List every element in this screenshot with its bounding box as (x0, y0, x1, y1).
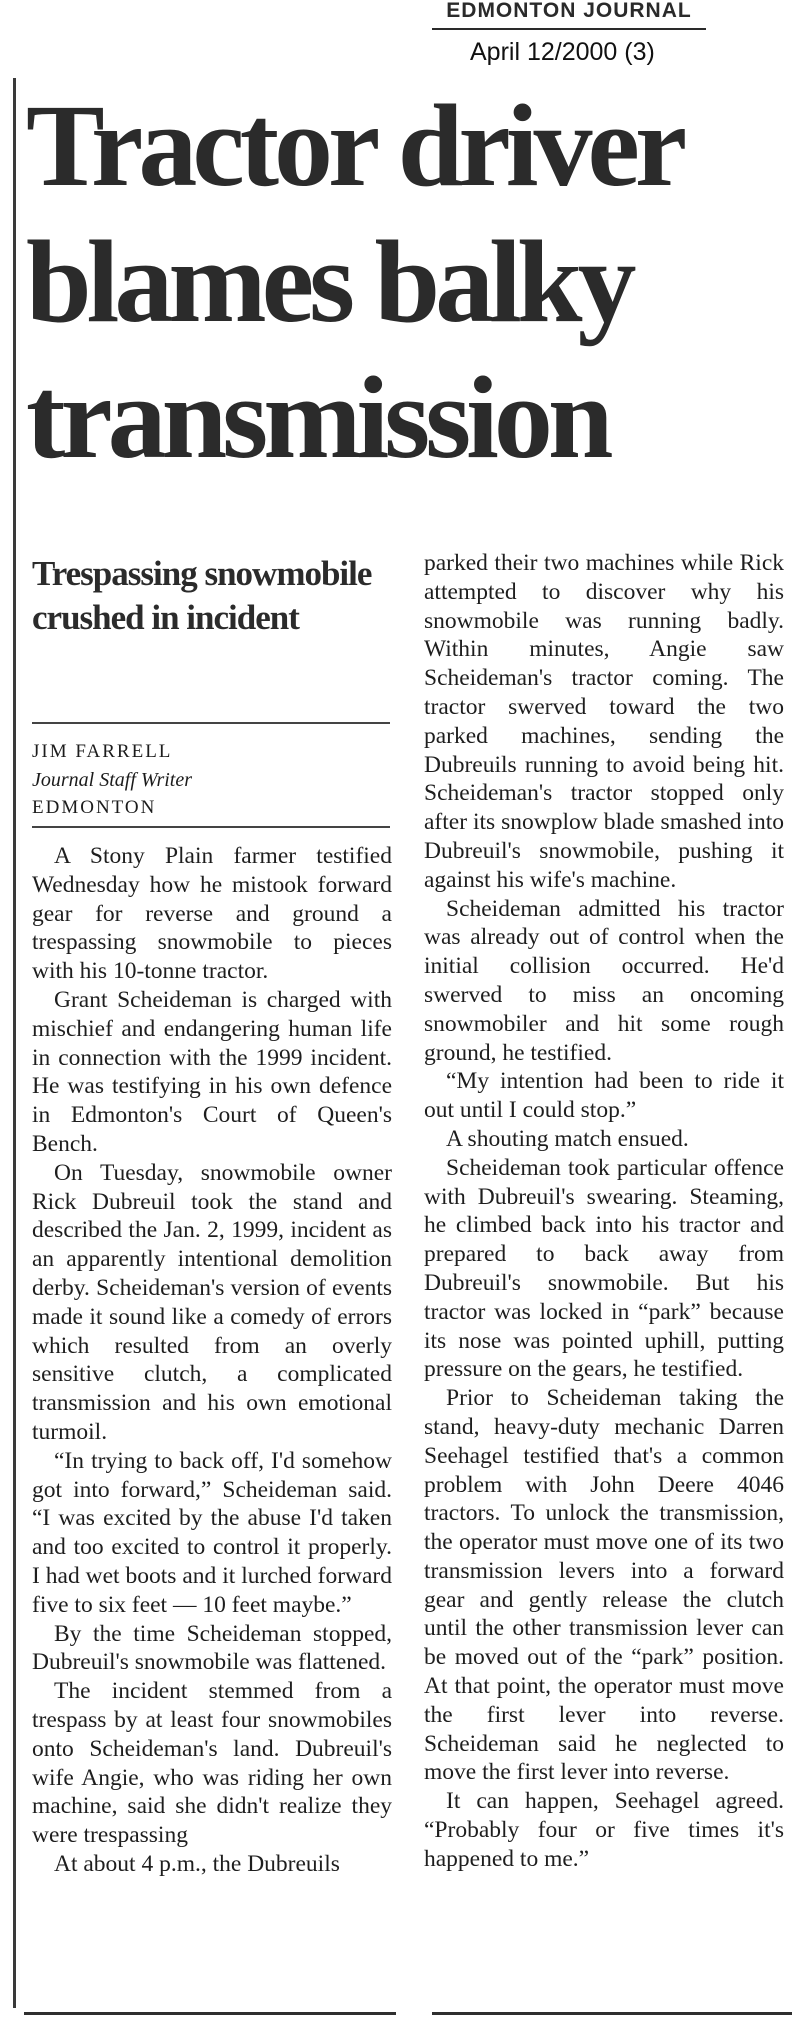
bottom-rule-right (432, 2012, 792, 2015)
paragraph: parked their two machines while Rick attempted to discover why his snowmobile was running badly. Within minutes, Angie saw Scheideman's tractor coming. The tractor swerved toward the two parked machines, sending the Dubreuils running to avoid being hit. Scheideman's tractor stopped only after its snowplow blade smashed into Dubreuil's snowmobile, pushing it against his wife's machine. (424, 550, 784, 893)
article-column-1 (32, 842, 392, 1879)
paragraph: It can happen, Seehagel agreed. “Probably four or five times it's happened to me.” (424, 1788, 784, 1872)
article-column-2 (424, 549, 784, 1874)
byline-location: EDMONTON (32, 797, 157, 818)
masthead: EDMONTON JOURNAL (432, 0, 706, 30)
date-annotation: April 12/2000 (3) (470, 38, 655, 66)
headline: Tractor driver blames balky transmission (26, 80, 681, 483)
paragraph: A shouting match ensued. (446, 1125, 689, 1152)
paragraph: Scheideman admitted his tractor was already out of control when the initial collision occurred. He'd swerved to miss an oncoming snowmobiler and hit some rough ground, he testified. (424, 895, 784, 1066)
bottom-rule-left (24, 2012, 396, 2015)
paragraph: “My intention had been to ride it out until I could stop.” (424, 1068, 784, 1124)
byline (32, 738, 392, 822)
paragraph: By the time Scheideman stopped, Dubreuil's snowmobile was flattened. (32, 1620, 392, 1676)
byline-top-rule (32, 722, 390, 724)
paragraph: The incident stemmed from a trespass by at least four snowmobiles onto Scheideman's land. Dubreuil's wife Angie, who was riding her own machine, said she didn't realize they were trespassing (32, 1678, 392, 1849)
paragraph: A Stony Plain farmer testified Wednesday how he mistook forward gear for reverse and ground a trespassing snowmobile to pieces with his 10-tonne tractor. (32, 843, 392, 985)
paragraph: “In trying to back off, I'd somehow got into forward,” Scheideman said. “I was excited by the abuse I'd taken and too excited to control it properly. I had wet boots and it lurched forward five to six feet — 10 feet maybe.” (32, 1447, 392, 1618)
byline-bottom-rule (32, 826, 390, 828)
paragraph: At about 4 p.m., the Dubreuils (54, 1850, 340, 1877)
byline-author: JIM FARRELL (32, 741, 173, 762)
paragraph: Prior to Scheideman taking the stand, heavy-duty mechanic Darren Seehagel testified that's a common problem with John Deere 4046 tractors. To unlock the transmission, the operator must move one of its two transmission levers into a forward gear and gently release the clutch until the other transmission lever can be moved out of the “park” position. At that point, the operator must move the first lever into reverse. Scheideman said he neglected to move the first lever into reverse. (424, 1385, 784, 1786)
byline-role: Journal Staff Writer (32, 769, 192, 791)
paragraph: Scheideman took particular offence with Dubreuil's swearing. Steaming, he climbed back into his tractor and prepared to back away from Dubreuil's snowmobile. But his tractor was locked in “park” because its nose was pointed uphill, putting pressure on the gears, he testified. (424, 1154, 784, 1383)
paragraph: On Tuesday, snowmobile owner Rick Dubreuil took the stand and described the Jan. 2, 1999, incident as an apparently intentional demolition derby. Scheideman's version of events made it sound like a comedy of errors which resulted from an overly sensitive clutch, a complicated transmission and his own emotional turmoil. (32, 1159, 392, 1445)
left-column-rule (13, 78, 16, 2008)
deck-subheadline: Trespassing snowmobile crushed in incident (32, 554, 372, 637)
paragraph: Grant Scheideman is charged with mischief and endangering human life in connection with the 1999 incident. He was testifying in his own defence in Edmonton's Court of Queen's Bench. (32, 986, 392, 1157)
